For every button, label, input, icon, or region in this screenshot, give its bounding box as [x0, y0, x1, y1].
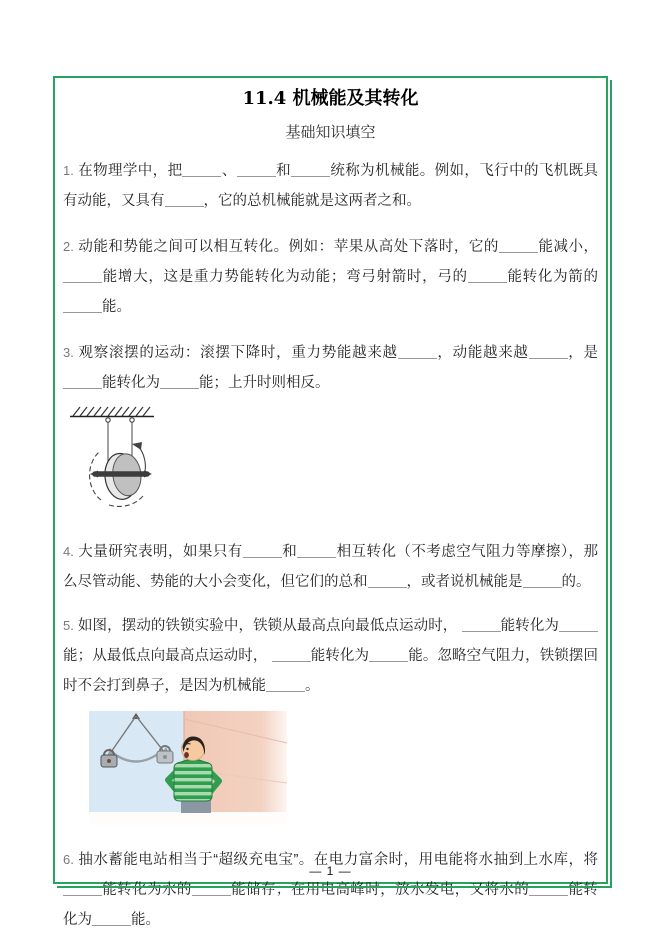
- fill-in-blank: [523, 579, 562, 588]
- question-1-text: 在物理学中，把 、 和 统称为机械能。例如，飞行中的飞机既具有动能，又具有 ，它的总机械能就是这两者之和。: [63, 163, 599, 209]
- question-6-number: 6.: [63, 852, 74, 867]
- boy-mouth: [184, 752, 189, 758]
- fill-in-blank: [369, 653, 408, 662]
- fill-in-blank: [468, 274, 507, 283]
- fill-in-blank: [63, 380, 102, 389]
- fill-in-blank: [559, 623, 598, 632]
- fill-in-blank: [368, 579, 407, 588]
- question-3: [63, 338, 598, 398]
- question-1-number: 1.: [63, 163, 74, 178]
- worksheet-title: 11.4 机械能及其转化: [242, 88, 419, 109]
- fill-in-blank: [529, 350, 568, 359]
- fill-in-blank: [462, 623, 501, 632]
- question-2: [63, 232, 598, 322]
- fill-in-blank: [499, 244, 538, 253]
- fill-in-blank: [63, 304, 102, 313]
- fill-in-blank: [92, 917, 131, 926]
- left-hook: [106, 418, 110, 422]
- maxwell-wheel-illustration: [67, 404, 167, 514]
- rotation-arrowhead: [132, 442, 142, 450]
- pendulum-boy-figure: [89, 711, 598, 829]
- fill-in-blank: [63, 887, 102, 896]
- maxwell-wheel-figure: [67, 404, 598, 519]
- worksheet-page: [53, 76, 608, 928]
- fill-in-blank: [237, 168, 276, 177]
- question-4-number: 4.: [63, 544, 74, 559]
- question-4: [63, 537, 598, 597]
- question-3-text: 观察滚摆的运动：滚摆下降时，重力势能越来越 ，动能越来越 ，是能转化为 能；上升时则相反。: [63, 345, 598, 391]
- section-subtitle: 基础知识填空: [285, 124, 376, 141]
- fill-in-blank: [398, 350, 437, 359]
- fill-in-blank: [165, 198, 204, 207]
- fill-in-blank: [291, 168, 330, 177]
- question-5: [63, 611, 598, 701]
- page-number: — 1 —: [309, 864, 352, 878]
- question-2-number: 2.: [63, 239, 74, 254]
- boy-shirt: [172, 759, 214, 803]
- question-1: [63, 156, 598, 216]
- right-hook: [130, 418, 134, 422]
- fill-in-blank: [266, 683, 305, 692]
- question-4-text: 大量研究表明，如果只有 和 相互转化（不考虑空气阻力等摩擦），那么尽管动能、势能的大小会变化，但它们的总和 ，或者说机械能是 的。: [63, 544, 599, 590]
- question-6: [63, 845, 598, 935]
- boy-eye: [186, 748, 188, 750]
- fill-in-blank: [182, 168, 221, 177]
- fill-in-blank: [529, 887, 568, 896]
- question-3-number: 3.: [63, 345, 74, 360]
- fill-in-blank: [192, 887, 231, 896]
- question-5-number: 5.: [63, 618, 74, 633]
- question-5-text: 如图，摆动的铁锁实验中，铁锁从最高点向最低点运动时， 能转化为能；从最低点向最高点运动时， 能转化为 能。忽略空气阻力，铁锁摆回时不会打到鼻子，是因为机械能 。: [63, 618, 599, 694]
- fill-in-blank: [63, 274, 102, 283]
- fill-in-blank: [243, 549, 282, 558]
- question-6-text: 抽水蓄能电站相当于“超级充电宝”。在电力富余时，用电能将水抽到上水库，将能转化为水的 能储存；在用电高峰时，放水发电，又将水的 能转化为 能。: [63, 852, 599, 928]
- fill-in-blank: [297, 549, 336, 558]
- fill-in-blank: [160, 380, 199, 389]
- ceiling-hatch: [73, 407, 150, 416]
- question-2-text: 动能和势能之间可以相互转化。例如：苹果从高处下落时，它的 能减小，能增大，这是重力势能转化为动能；弯弓射箭时，弓的 能转化为箭的能。: [63, 239, 598, 315]
- pendulum-illustration: [89, 711, 287, 824]
- fill-in-blank: [272, 653, 311, 662]
- floor-strip: [89, 812, 287, 824]
